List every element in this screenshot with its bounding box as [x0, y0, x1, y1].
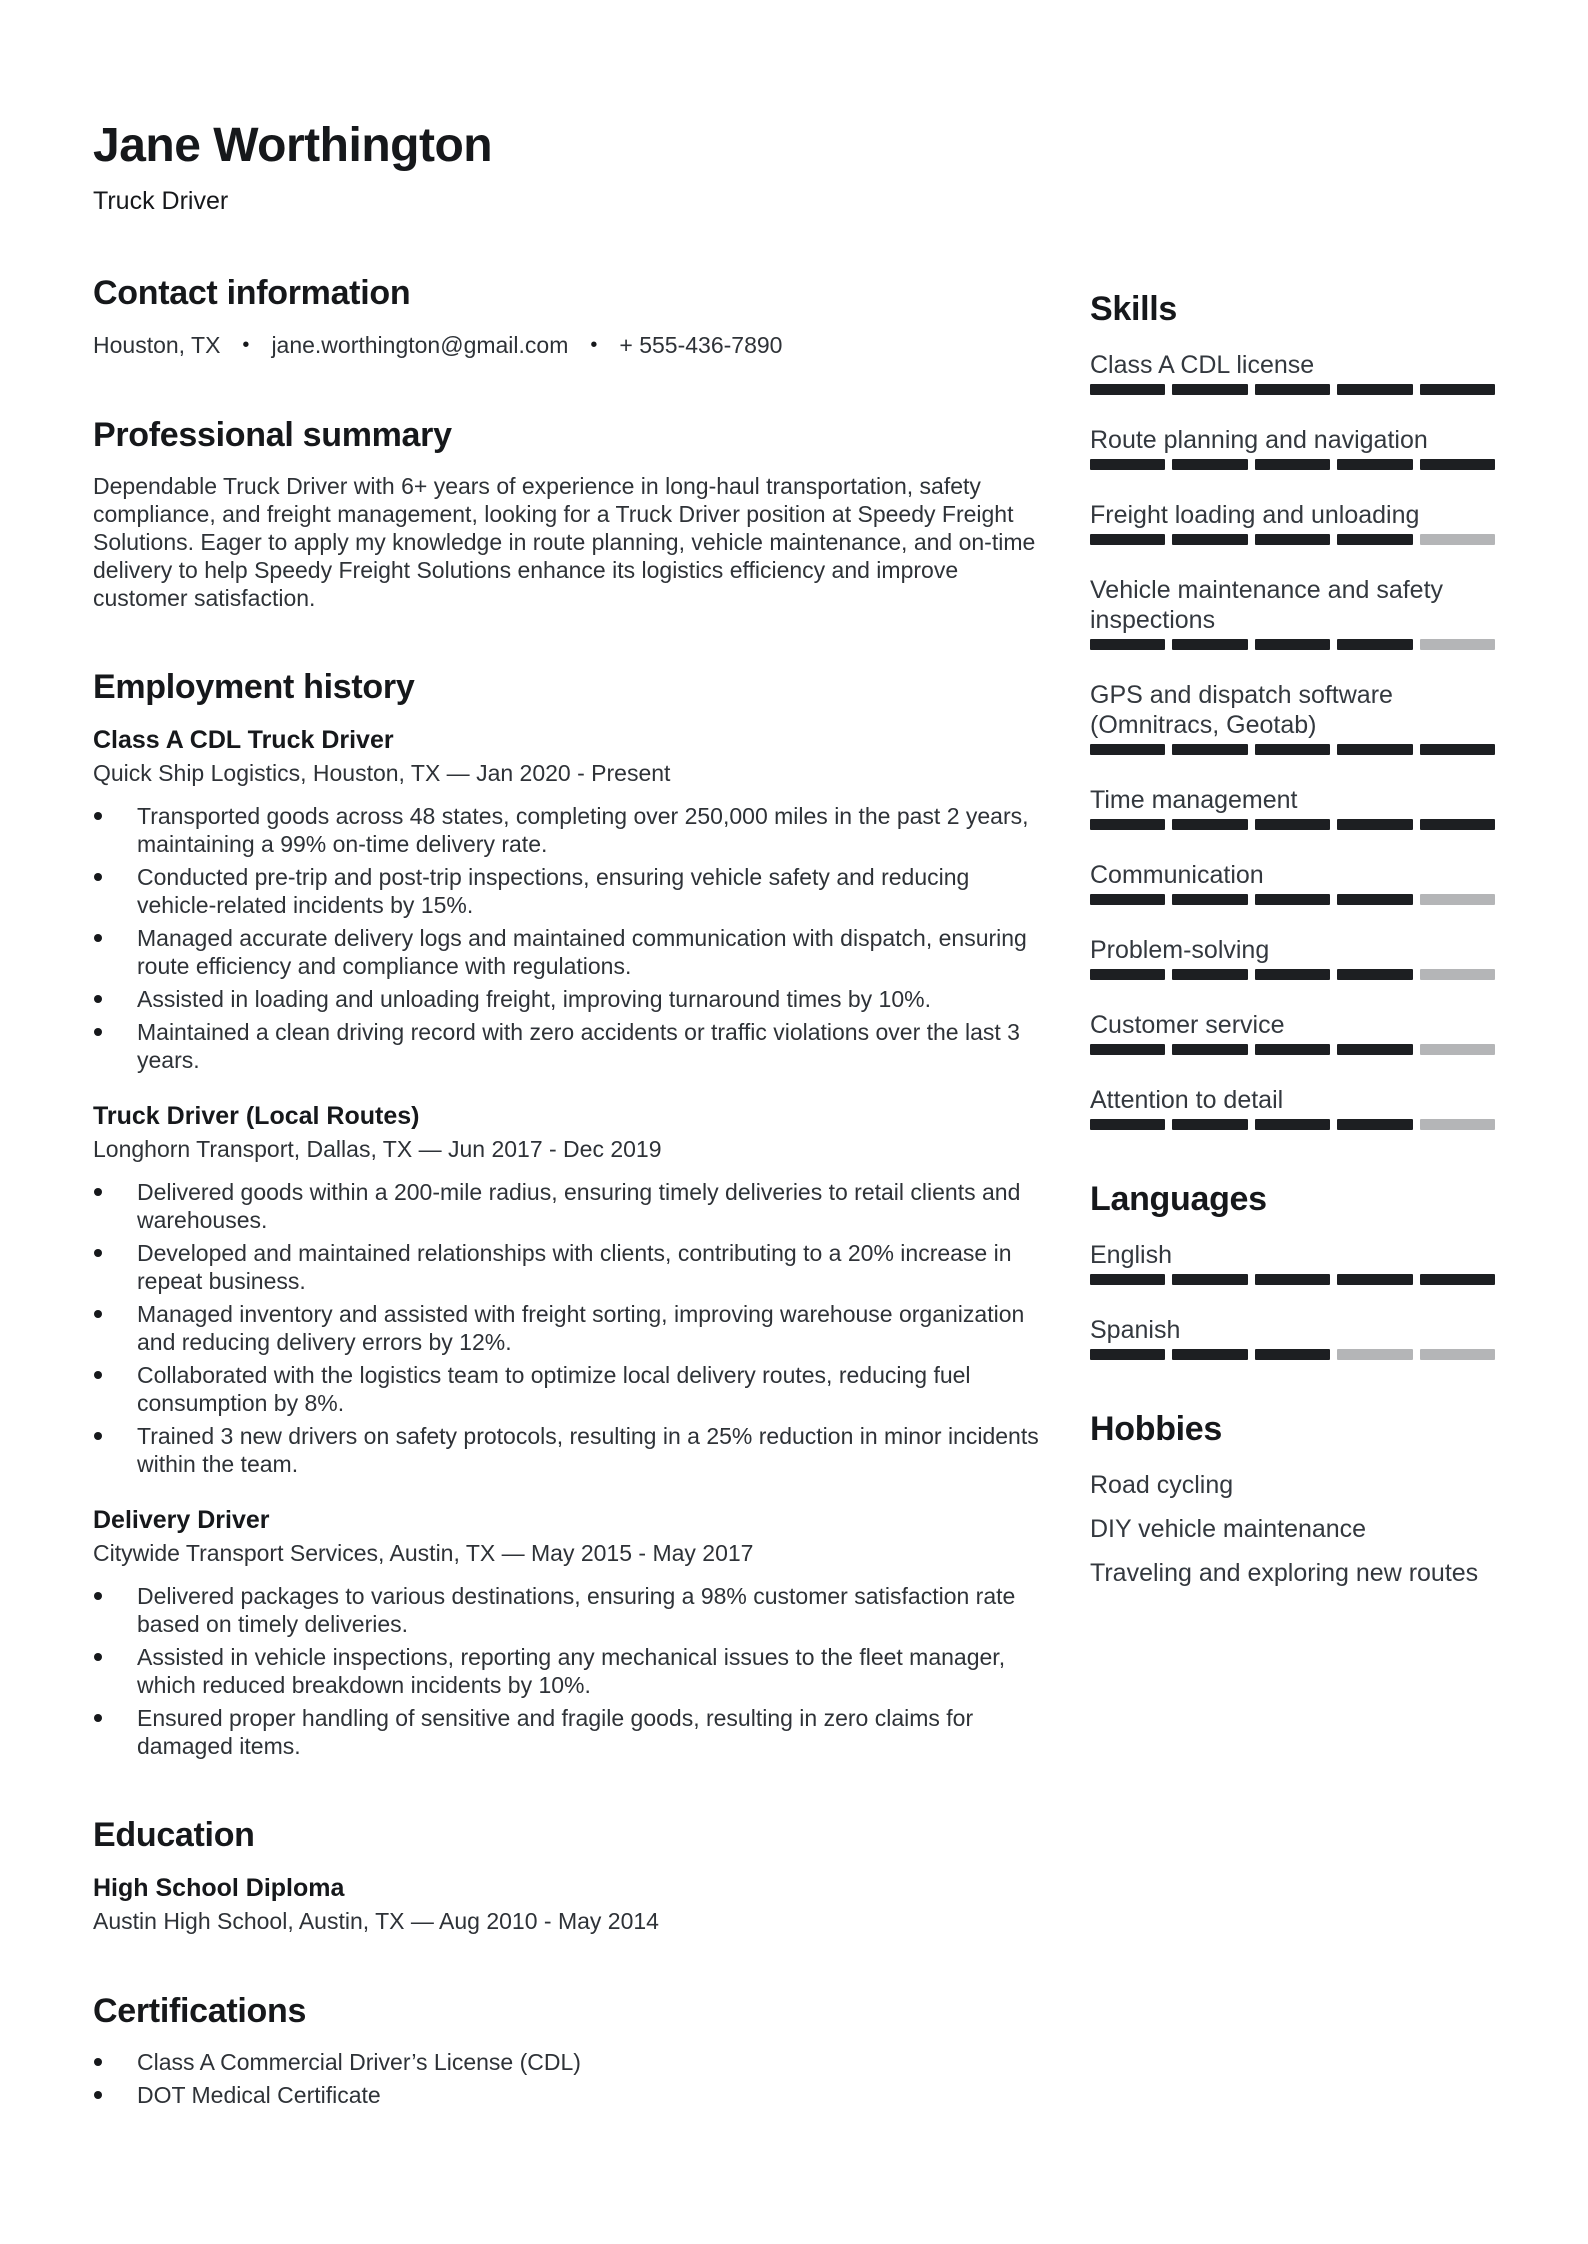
certifications-list	[93, 2048, 1048, 2109]
job-meta: Longhorn Transport, Dallas, TX — Jun 2017 - Dec 2019	[93, 1136, 662, 1162]
level-segment-filled	[1337, 384, 1412, 395]
contact-email: jane.worthington@gmail.com	[271, 332, 569, 358]
skill-label: Vehicle maintenance and safety inspections	[1090, 576, 1444, 634]
hobbies-list	[1090, 1470, 1495, 1588]
level-segment-filled	[1420, 819, 1495, 830]
skill-level-bar	[1090, 969, 1495, 980]
job-bullet: Assisted in loading and unloading freight, improving turnaround times by 10%.	[93, 985, 1048, 1013]
level-segment-empty	[1420, 639, 1495, 650]
job-bullet: Ensured proper handling of sensitive and fragile goods, resulting in zero claims for damaged items.	[93, 1704, 1048, 1760]
level-segment-filled	[1337, 1119, 1412, 1130]
certification-item: Class A Commercial Driver’s License (CDL)	[93, 2048, 1048, 2076]
job-bullet: Trained 3 new drivers on safety protocols, resulting in a 25% reduction in minor incidents within the team.	[93, 1422, 1048, 1478]
level-segment-filled	[1255, 1119, 1330, 1130]
skill-level-bar	[1090, 1044, 1495, 1055]
skill-label: Time management	[1090, 786, 1298, 814]
skill-label: Route planning and navigation	[1090, 426, 1428, 454]
level-segment-filled	[1255, 819, 1330, 830]
skill-label: Problem-solving	[1090, 936, 1270, 964]
languages-list	[1090, 1240, 1495, 1360]
language-item	[1090, 1315, 1495, 1360]
level-segment-filled	[1172, 534, 1247, 545]
skills-list	[1090, 350, 1495, 1130]
level-segment-filled	[1090, 744, 1165, 755]
contact-section-heading: Contact information	[93, 274, 411, 312]
skill-level-bar	[1090, 744, 1495, 755]
skill-item	[1090, 860, 1495, 905]
level-segment-filled	[1337, 744, 1412, 755]
job-bullet: Managed inventory and assisted with freight sorting, improving warehouse organization and reducing delivery errors by 12%.	[93, 1300, 1048, 1356]
level-segment-filled	[1172, 1119, 1247, 1130]
summary-text: Dependable Truck Driver with 6+ years of experience in long-haul transportation, safety compliance, and freight management, looking for a Truck Driver position at Speedy Freight Solutions. Eager to apply my knowledge in route planning, vehicle maintenance, and on-time delivery to help Speedy Freight Solutions enhance its logistics efficiency and improve customer satisfaction.	[93, 473, 1036, 611]
job-entry	[93, 1504, 1048, 1760]
level-segment-empty	[1420, 534, 1495, 545]
level-segment-filled	[1255, 459, 1330, 470]
skill-level-bar	[1090, 639, 1495, 650]
language-label: English	[1090, 1241, 1172, 1269]
skill-item	[1090, 785, 1495, 830]
separator-dot: •	[590, 334, 598, 356]
skill-level-bar	[1090, 534, 1495, 545]
job-bullet-list	[93, 1582, 1048, 1760]
level-segment-filled	[1337, 1044, 1412, 1055]
skill-item	[1090, 575, 1495, 650]
level-segment-filled	[1172, 1044, 1247, 1055]
level-segment-filled	[1337, 894, 1412, 905]
skill-item	[1090, 680, 1495, 755]
level-segment-filled	[1172, 384, 1247, 395]
job-title: Truck Driver (Local Routes)	[93, 1102, 420, 1130]
job-bullet-list	[93, 802, 1048, 1074]
hobby-item: Traveling and exploring new routes	[1090, 1559, 1479, 1587]
skill-level-bar	[1090, 819, 1495, 830]
level-segment-filled	[1090, 1044, 1165, 1055]
job-title: Class A CDL Truck Driver	[93, 726, 394, 754]
education-meta: Austin High School, Austin, TX — Aug 2010 - May 2014	[93, 1908, 659, 1934]
level-segment-filled	[1172, 819, 1247, 830]
level-segment-filled	[1090, 1349, 1165, 1360]
job-title: Delivery Driver	[93, 1506, 270, 1534]
skill-item	[1090, 350, 1495, 395]
level-segment-filled	[1255, 744, 1330, 755]
job-bullet-list	[93, 1178, 1048, 1478]
level-segment-filled	[1420, 1274, 1495, 1285]
education-section-heading: Education	[93, 1816, 255, 1854]
level-segment-filled	[1090, 1119, 1165, 1130]
person-job-title: Truck Driver	[93, 187, 229, 215]
skill-item	[1090, 1010, 1495, 1055]
level-segment-filled	[1090, 459, 1165, 470]
skill-level-bar	[1090, 459, 1495, 470]
skill-item	[1090, 500, 1495, 545]
summary-section-heading: Professional summary	[93, 416, 452, 454]
main-column	[93, 118, 1048, 2114]
job-bullet: Transported goods across 48 states, completing over 250,000 miles in the past 2 years, maintaining a 99% on-time delivery rate.	[93, 802, 1048, 858]
job-meta: Citywide Transport Services, Austin, TX — May 2015 - May 2017	[93, 1540, 754, 1566]
level-segment-filled	[1090, 1274, 1165, 1285]
level-segment-filled	[1090, 384, 1165, 395]
level-segment-filled	[1172, 1274, 1247, 1285]
skills-section-heading: Skills	[1090, 290, 1178, 328]
level-segment-empty	[1420, 969, 1495, 980]
level-segment-filled	[1337, 534, 1412, 545]
level-segment-filled	[1090, 534, 1165, 545]
job-entry	[93, 1100, 1048, 1478]
language-label: Spanish	[1090, 1316, 1181, 1344]
level-segment-filled	[1090, 819, 1165, 830]
job-bullet: Delivered goods within a 200-mile radius, ensuring timely deliveries to retail clients and warehouses.	[93, 1178, 1048, 1234]
job-bullet: Assisted in vehicle inspections, reporting any mechanical issues to the fleet manager, which reduced breakdown incidents by 10%.	[93, 1643, 1048, 1699]
skill-level-bar	[1090, 1119, 1495, 1130]
hobby-item: DIY vehicle maintenance	[1090, 1515, 1367, 1543]
level-segment-filled	[1420, 744, 1495, 755]
level-segment-filled	[1255, 969, 1330, 980]
level-segment-filled	[1090, 969, 1165, 980]
level-segment-filled	[1090, 639, 1165, 650]
certifications-section-heading: Certifications	[93, 1992, 307, 2030]
level-segment-filled	[1337, 819, 1412, 830]
level-segment-filled	[1255, 384, 1330, 395]
contact-row	[93, 330, 1048, 360]
skill-label: Attention to detail	[1090, 1086, 1284, 1114]
job-bullet: Collaborated with the logistics team to optimize local delivery routes, reducing fuel consumption by 8%.	[93, 1361, 1048, 1417]
person-name: Jane Worthington	[93, 119, 493, 172]
level-segment-filled	[1172, 894, 1247, 905]
hobby-item: Road cycling	[1090, 1471, 1234, 1499]
level-segment-empty	[1420, 894, 1495, 905]
employment-history-list	[93, 724, 1048, 1760]
level-segment-empty	[1420, 1119, 1495, 1130]
level-segment-empty	[1420, 1044, 1495, 1055]
level-segment-filled	[1255, 639, 1330, 650]
hobbies-section-heading: Hobbies	[1090, 1410, 1223, 1448]
certification-item: DOT Medical Certificate	[93, 2081, 1048, 2109]
skill-label: Communication	[1090, 861, 1264, 889]
level-segment-filled	[1255, 1044, 1330, 1055]
education-degree: High School Diploma	[93, 1874, 345, 1902]
skill-item	[1090, 935, 1495, 980]
job-bullet: Delivered packages to various destinations, ensuring a 98% customer satisfaction rate based on timely deliveries.	[93, 1582, 1048, 1638]
skill-label: Class A CDL license	[1090, 351, 1315, 379]
level-segment-filled	[1172, 1349, 1247, 1360]
language-item	[1090, 1240, 1495, 1285]
job-bullet: Maintained a clean driving record with zero accidents or traffic violations over the last 3 years.	[93, 1018, 1048, 1074]
level-segment-filled	[1255, 534, 1330, 545]
skill-level-bar	[1090, 1274, 1495, 1285]
job-entry	[93, 724, 1048, 1074]
level-segment-filled	[1090, 894, 1165, 905]
level-segment-filled	[1337, 639, 1412, 650]
level-segment-filled	[1255, 1349, 1330, 1360]
job-bullet: Developed and maintained relationships with clients, contributing to a 20% increase in repeat business.	[93, 1239, 1048, 1295]
level-segment-filled	[1255, 894, 1330, 905]
skill-level-bar	[1090, 1349, 1495, 1360]
skill-item	[1090, 1085, 1495, 1130]
level-segment-filled	[1172, 969, 1247, 980]
level-segment-filled	[1420, 459, 1495, 470]
level-segment-filled	[1255, 1274, 1330, 1285]
separator-dot: •	[242, 334, 250, 356]
languages-section-heading: Languages	[1090, 1180, 1267, 1218]
employment-section-heading: Employment history	[93, 668, 415, 706]
level-segment-empty	[1420, 1349, 1495, 1360]
sidebar	[1090, 118, 1495, 1602]
skill-label: Freight loading and unloading	[1090, 501, 1420, 529]
contact-phone: + 555-436-7890	[619, 332, 783, 358]
skill-level-bar	[1090, 384, 1495, 395]
contact-location: Houston, TX	[93, 332, 221, 358]
level-segment-filled	[1172, 459, 1247, 470]
job-meta: Quick Ship Logistics, Houston, TX — Jan 2020 - Present	[93, 760, 671, 786]
level-segment-empty	[1337, 1349, 1412, 1360]
level-segment-filled	[1337, 459, 1412, 470]
level-segment-filled	[1172, 744, 1247, 755]
skill-level-bar	[1090, 894, 1495, 905]
skill-item	[1090, 425, 1495, 470]
job-bullet: Conducted pre-trip and post-trip inspections, ensuring vehicle safety and reducing vehicle-related incidents by 15%.	[93, 863, 1048, 919]
skill-label: Customer service	[1090, 1011, 1285, 1039]
level-segment-filled	[1337, 969, 1412, 980]
level-segment-filled	[1420, 384, 1495, 395]
skill-label: GPS and dispatch software (Omnitracs, Geotab)	[1090, 681, 1393, 739]
level-segment-filled	[1172, 639, 1247, 650]
level-segment-filled	[1337, 1274, 1412, 1285]
job-bullet: Managed accurate delivery logs and maintained communication with dispatch, ensuring route efficiency and compliance with regulations.	[93, 924, 1048, 980]
